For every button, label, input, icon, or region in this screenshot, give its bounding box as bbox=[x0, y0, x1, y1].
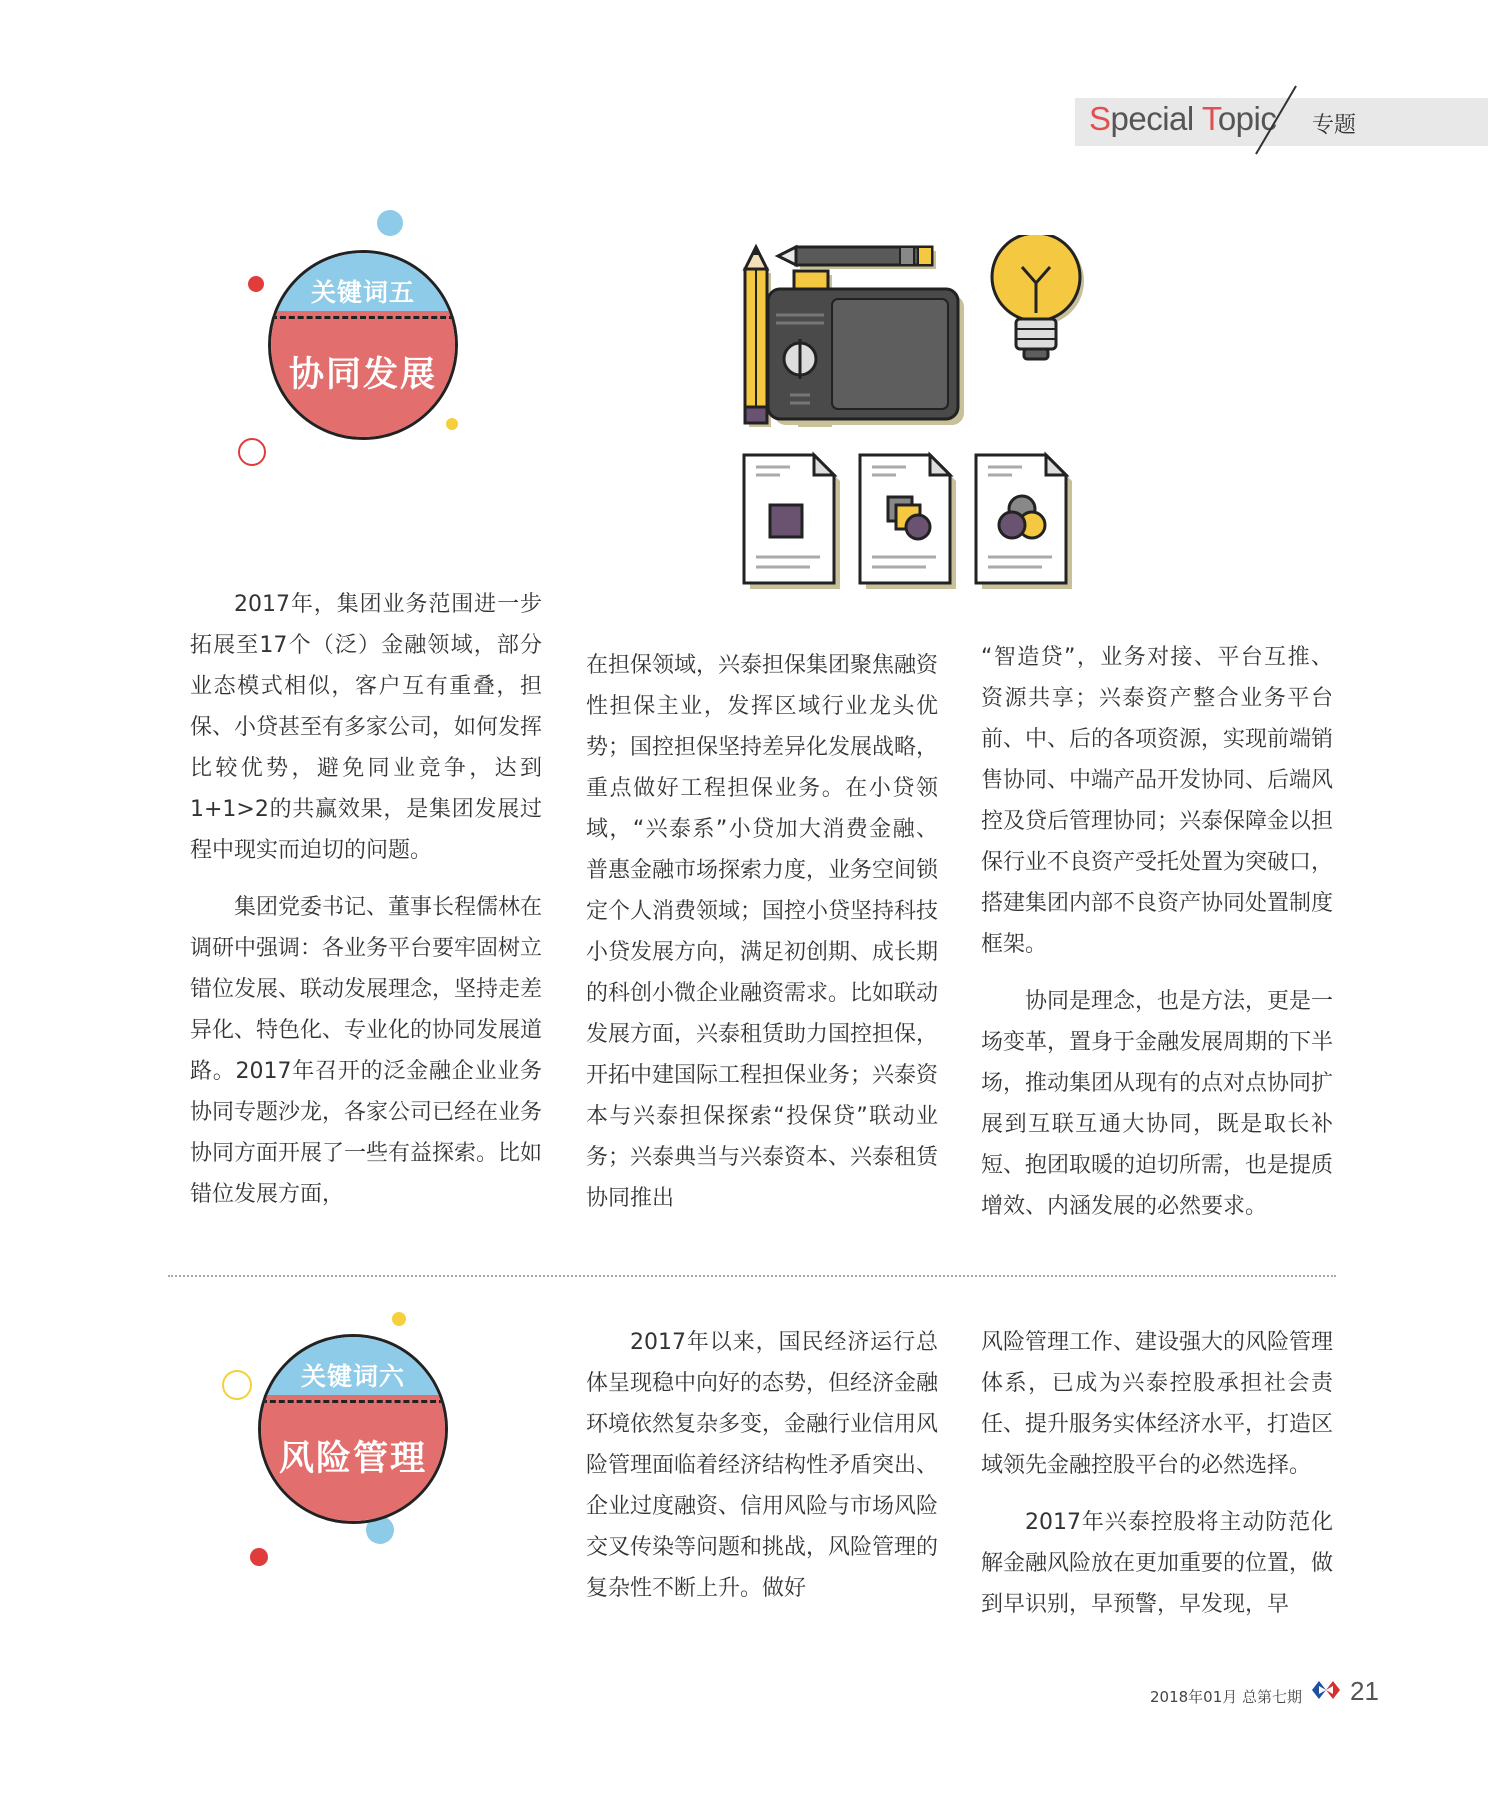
section6-column-2 bbox=[586, 1322, 938, 1625]
section-divider bbox=[168, 1275, 1336, 1277]
keyword-badge-6 bbox=[258, 1334, 448, 1524]
header-tab-english: Special Topic bbox=[1089, 100, 1277, 137]
paragraph: 在担保领域，兴泰担保集团聚焦融资性担保主业，发挥区域行业龙头优势；国控担保坚持差异化发展战略，重点做好工程担保业务。在小贷领域，“兴泰系”小贷加大消费金融、普惠金融市场探索力度，业务空间锁定个人消费领域；国控小贷坚持科技小贷发展方向，满足初创期、成长期的科创小微企业融资需求。比如联动发展方面，兴泰租赁助力国控担保，开拓中建国际工程担保业务；兴泰资本与兴泰担保探索“投保贷”联动业务；兴泰典当与兴泰资本、兴泰租赁协同推出 bbox=[586, 653, 939, 1211]
section5-column-2 bbox=[586, 645, 938, 1235]
section5-column-3 bbox=[981, 637, 1333, 1243]
company-logo-icon bbox=[1310, 1678, 1342, 1702]
paragraph: 2017年，集团业务范围进一步拓展至17个（泛）金融领域，部分业态模式相似，客户互有重叠，担保、小贷甚至有多家公司，如何发挥比较优势，避免同业竞争，达到1+1>2的共赢效果，是集团发展过程中现实而迫切的问题。 bbox=[190, 592, 543, 863]
decor-ring-yellow bbox=[222, 1370, 252, 1400]
footer-issue-date: 2018年01月 总第七期 bbox=[1150, 1688, 1303, 1706]
paragraph: 协同是理念，也是方法，更是一场变革，置身于金融发展周期的下半场，推动集团从现有的点对点协同扩展到互联互通大协同，既是取长补短、抱团取暖的迫切所需，也是提质增效、内涵发展的必然要求。 bbox=[981, 989, 1334, 1219]
decor-dot-red bbox=[248, 276, 264, 292]
document-shapes-icon bbox=[860, 455, 956, 589]
document-cube-icon bbox=[744, 455, 840, 589]
stylus-pen-icon bbox=[778, 247, 936, 269]
paragraph: 2017年以来，国民经济运行总体呈现稳中向好的态势，但经济金融环境依然复杂多变，金融行业信用风险管理面临着经济结构性矛盾突出、企业过度融资、信用风险与市场风险交叉传染等问题和挑战，风险管理的复杂性不断上升。做好 bbox=[586, 1330, 939, 1601]
keyword-title: 风险管理 bbox=[278, 1439, 427, 1479]
header-slash bbox=[1250, 84, 1300, 156]
paragraph: 风险管理工作、建设强大的风险管理体系，已成为兴泰控股承担社会责任、提升服务实体经济水平，打造区域领先金融控股平台的必然选择。 bbox=[981, 1330, 1334, 1478]
section5-column-1 bbox=[190, 584, 542, 1231]
keyword-title: 协同发展 bbox=[288, 355, 437, 395]
paragraph: 2017年兴泰控股将主动防范化解金融风险放在更加重要的位置，做到早识别，早预警，早发现，早 bbox=[981, 1510, 1334, 1617]
document-circles-icon bbox=[976, 455, 1072, 589]
section6-column-3 bbox=[981, 1322, 1333, 1641]
keyword-label: 关键词五 bbox=[310, 278, 415, 307]
page-number: 21 bbox=[1350, 1676, 1379, 1706]
decor-ring-red bbox=[238, 438, 266, 466]
light-bulb-icon bbox=[992, 235, 1084, 359]
decor-dot-yellow bbox=[392, 1312, 406, 1326]
paragraph: 集团党委书记、董事长程儒林在调研中强调：各业务平台要牢固树立错位发展、联动发展理念，坚持走差异化、特色化、专业化的协同发展道路。2017年召开的泛金融企业业务协同专题沙龙，各家公司已经在业务协同方面开展了一些有益探索。比如错位发展方面， bbox=[190, 895, 543, 1207]
paragraph: “智造贷”，业务对接、平台互推、资源共享；兴泰资产整合业务平台前、中、后的各项资源，实现前端销售协同、中端产品开发协同、后端风控及贷后管理协同；兴泰保障金以担保行业不良资产受托处置为突破口，搭建集团内部不良资产协同处置制度框架。 bbox=[981, 645, 1334, 957]
header-tab-chinese: 专题 bbox=[1312, 113, 1357, 138]
decor-dot-red bbox=[250, 1548, 268, 1566]
decor-dot-blue bbox=[377, 210, 403, 236]
keyword-badge-5 bbox=[268, 250, 458, 440]
keyword-label: 关键词六 bbox=[300, 1362, 405, 1391]
design-tools-illustration bbox=[740, 235, 1140, 600]
drawing-tablet-icon bbox=[768, 289, 964, 425]
